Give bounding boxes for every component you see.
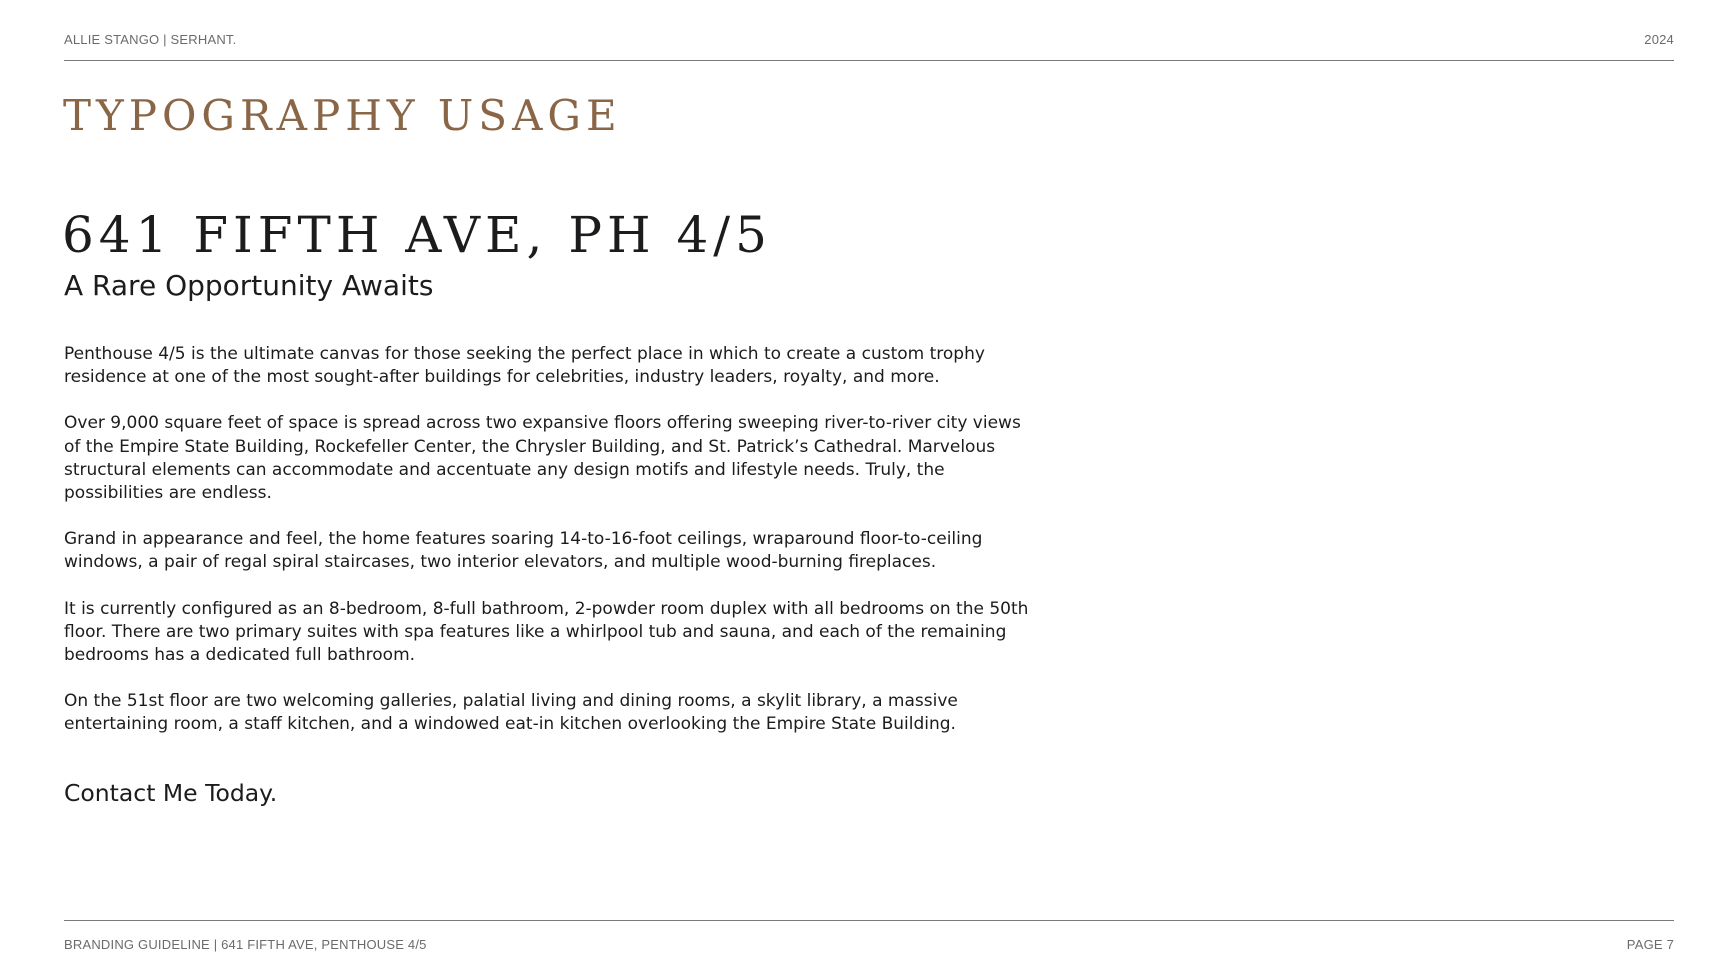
body-paragraph: On the 51st floor are two welcoming galleries, palatial living and dining rooms, a skylit library, a massive entertaining room, a staff kitchen, and a windowed eat-in kitchen overlooking the Empire State Building. bbox=[64, 691, 958, 735]
contact-cta: Contact Me Today. bbox=[64, 779, 278, 807]
header-divider bbox=[64, 60, 1674, 61]
header-year: 2024 bbox=[1644, 32, 1674, 47]
section-title: TYPOGRAPHY USAGE bbox=[63, 91, 622, 140]
property-title: 641 FIFTH AVE, PH 4/5 bbox=[62, 206, 772, 264]
body-copy bbox=[64, 343, 1064, 760]
footer-document-label: BRANDING GUIDELINE | 641 FIFTH AVE, PENTHOUSE 4/5 bbox=[64, 937, 427, 952]
body-paragraph: Grand in appearance and feel, the home features soaring 14-to-16-foot ceilings, wraparound floor-to-ceiling windows, a pair of regal spiral staircases, two interior elevators, and multiple wood-burning fireplaces. bbox=[64, 529, 983, 573]
property-subtitle: A Rare Opportunity Awaits bbox=[64, 269, 434, 302]
body-paragraph: It is currently configured as an 8-bedroom, 8-full bathroom, 2-powder room duplex with all bedrooms on the 50th floor. There are two primary suites with spa features like a whirlpool tub and sauna, and each of the remaining bedrooms has a dedicated full bathroom. bbox=[64, 598, 1029, 666]
footer-divider bbox=[64, 920, 1674, 921]
body-paragraph: Penthouse 4/5 is the ultimate canvas for those seeking the perfect place in which to create a custom trophy residence at one of the most sought-after buildings for celebrities, industry leaders, royalty, and more. bbox=[64, 344, 985, 388]
footer-page-number: PAGE 7 bbox=[1626, 937, 1674, 952]
body-paragraph: Over 9,000 square feet of space is spread across two expansive floors offering sweeping river-to-river city views of the Empire State Building, Rockefeller Center, the Chrysler Building, and St. Patrick’s Cathedral. Marvelous structural elements can accommodate and accentuate any design motifs and lifestyle needs. Truly, the possibilities are endless. bbox=[64, 413, 1021, 504]
header-brand-label: ALLIE STANGO | SERHANT. bbox=[64, 32, 237, 47]
